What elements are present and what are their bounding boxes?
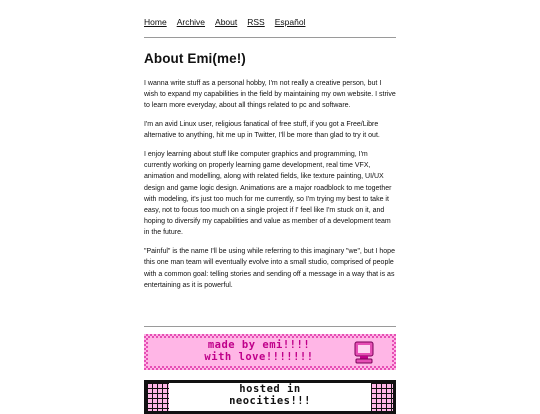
- hosted-neocities-badge: [144, 380, 396, 414]
- made-by-text: [184, 339, 334, 363]
- paragraph-hobby: I wanna write stuff as a personal hobby, I'm not really a creative person, but I wish to expand my capabilities in the field by maintaining my own website. I strive to learn more everyday, about all things related to pc and software.: [144, 80, 396, 110]
- paragraph-linux: I'm an avid Linux user, religious fanatical of free stuff, if you got a Free/Libre alternative to anything, hit me up in Twitter, I'll be more than glad to try it out.: [144, 121, 380, 140]
- nav-archive-link[interactable]: Archive: [176, 17, 206, 27]
- nav-about-link[interactable]: About: [215, 17, 238, 27]
- paragraph-painful: "Painful" is the name I'll be using while referring to this imaginary "we", but I hope this one man team will eventually evolve into a small studio, comprised of people with a common goal: telling stories and sending off a message in a way that is as entertaining as it is powerful.: [144, 248, 395, 289]
- hosted-line-2: neocities!!!: [229, 395, 311, 407]
- badge-checker-bottom: [144, 366, 396, 370]
- nav-rss-link[interactable]: RSS: [247, 17, 265, 27]
- hosted-text: [177, 383, 363, 407]
- footer-divider: [144, 326, 396, 327]
- made-by-line-2: with love!!!!!!!: [204, 351, 314, 363]
- badge-grid-right: [371, 383, 393, 411]
- badge-checker-top: [144, 334, 396, 338]
- badge-grid-left: [147, 383, 169, 411]
- page-title: About Emi(me!): [144, 51, 246, 66]
- badge-checker-left: [144, 334, 148, 370]
- paragraph-learning: I enjoy learning about stuff like computer graphics and programming, I'm currently working on properly learning game development, real time VFX, animation and modelling, along with related fields, like texture painting, UI/UX design and game logic design. Animations are a major roadblock to me together with modeling, it's just too much for me currently, so I'm trying my best to take it easy, not to focus too much on a single project if I' feel like I'm stuck on it, and hoping to diversify my capabilities and value as member of a development team in the future.: [144, 151, 392, 237]
- made-by-emi-badge: [144, 334, 396, 370]
- made-by-line-1: made by emi!!!!: [207, 339, 311, 351]
- hosted-line-1: hosted in: [239, 383, 301, 395]
- badge-checker-right: [392, 334, 396, 370]
- nav-home-link[interactable]: Home: [144, 17, 167, 27]
- computer-icon: [352, 340, 376, 364]
- header-divider: [144, 37, 396, 38]
- nav-espanol-link[interactable]: Español: [274, 17, 306, 27]
- top-nav: [144, 17, 315, 27]
- about-content: [144, 78, 396, 298]
